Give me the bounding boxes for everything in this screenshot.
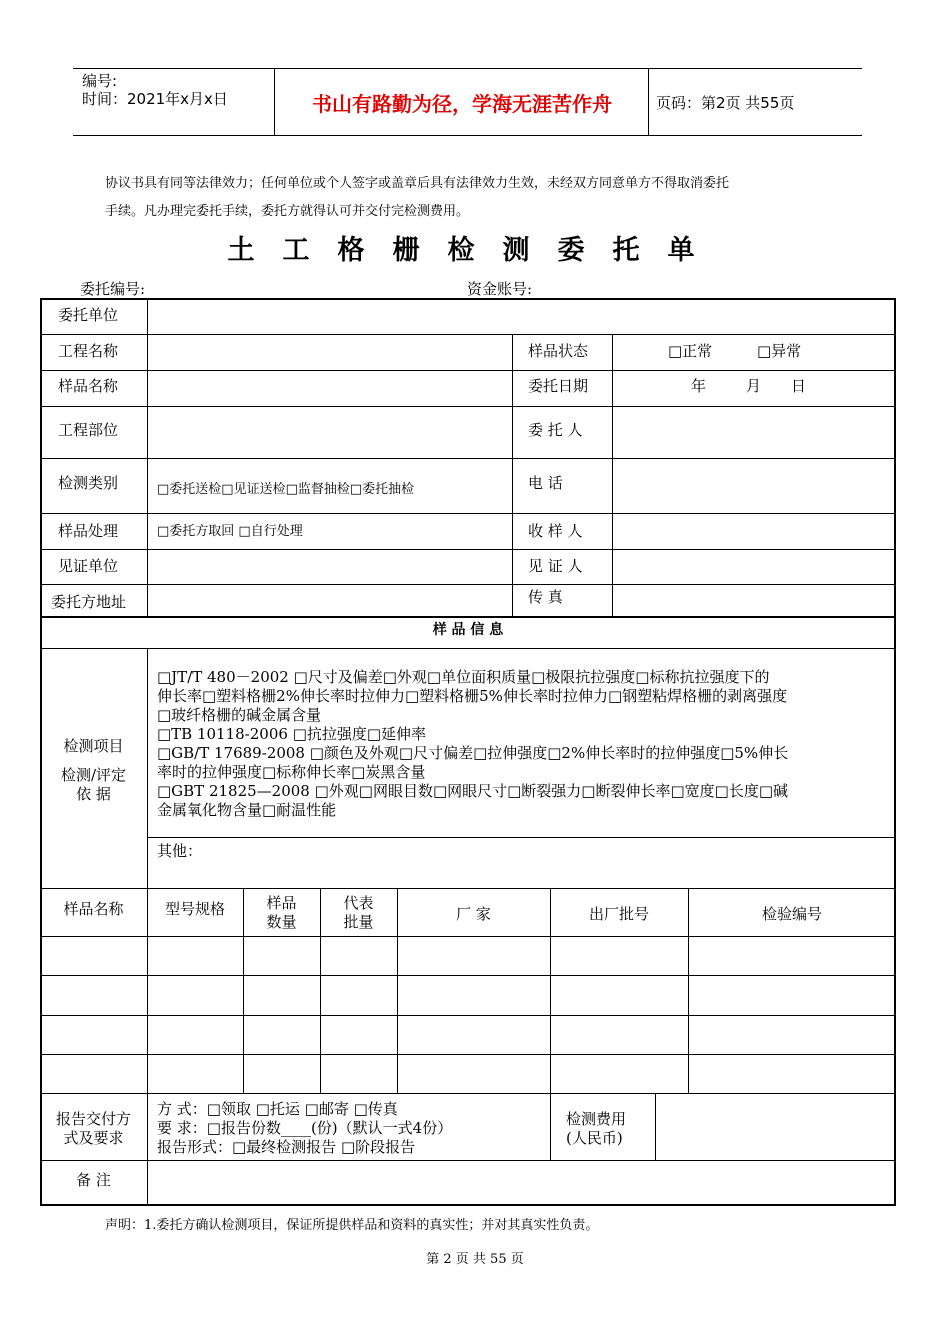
date-day-unit: 日 (791, 377, 807, 395)
col-batch-1: 代表 (343, 894, 374, 912)
header-bottom-rule (73, 135, 862, 136)
project-part-label: 工程部位 (58, 421, 119, 439)
col-rule (655, 1093, 656, 1160)
fax-label: 传 真 (528, 588, 563, 606)
header-page-code: 页码：第2页 共55页 (656, 94, 795, 112)
row-rule (40, 616, 896, 618)
test-items-label: 检测项目 (63, 737, 124, 755)
sample-name-label: 样品名称 (58, 377, 119, 395)
header-motto: 书山有路勤为径，学海无涯苦作舟 (312, 91, 612, 116)
report-form-line[interactable]: 报告形式：□最终检测报告 □阶段报告 (157, 1138, 416, 1156)
row-rule (40, 406, 896, 407)
assessment-basis-label: 检测/评定 (60, 766, 127, 784)
client-person-label: 委 托 人 (528, 421, 583, 439)
header-left (82, 72, 228, 108)
header-divider (274, 69, 275, 135)
col-sample-qty-2: 数量 (266, 913, 297, 931)
date-month-unit: 月 (746, 377, 762, 395)
test-category-options[interactable]: □委托送检□见证送检□监督抽检□委托抽检 (157, 482, 415, 497)
checklist-line: □GB/T 17689-2008 □颜色及外观□尺寸偏差□拉伸强度□2%伸长率时的拉伸强度□5%伸长 (157, 744, 789, 762)
report-label-1: 报告交付方 (55, 1110, 131, 1128)
test-category-label: 检测类别 (58, 474, 119, 492)
test-fee-label: 检测费用 (566, 1110, 627, 1128)
checklist-line: □JT/T 480－2002 □尺寸及偏差□外观□单位面积质量□极限抗拉强度□标称抗拉强度下的 (157, 668, 770, 686)
checklist-line: □GBT 21825—2008 □外观□网眼目数□网眼尺寸□断裂强力□断裂伸长率□宽度□长度□碱 (157, 782, 788, 800)
phone-label: 电 话 (528, 474, 563, 492)
header-divider (648, 69, 649, 135)
intro-line-2: 手续。凡办理完委托手续，委托方就得认可并交付完检测费用。 (105, 204, 470, 219)
row-rule (40, 584, 896, 585)
basis-label: 依 据 (76, 785, 111, 803)
intro-line-1: 协议书具有同等法律效力；任何单位或个人签字或盖章后具有法律效力生效，未经双方同意单方不得取消委托 (105, 176, 730, 191)
row-rule (40, 888, 896, 889)
test-fee-currency: (人民币) (566, 1129, 623, 1147)
col-lot-number: 出厂批号 (588, 905, 649, 923)
row-rule (40, 936, 896, 937)
other-items-label: 其他： (157, 842, 203, 860)
col-sample-name: 样品名称 (63, 900, 124, 918)
doc-time: 时间：2021年x月x日 (82, 90, 228, 108)
commission-number-label: 委托编号: (80, 280, 146, 298)
statement: 声明：1.委托方确认检测项目，保证所提供样品和资料的真实性；并对其真实性负责。 (105, 1218, 599, 1233)
col-sample-qty-1: 样品 (266, 894, 297, 912)
commission-date-label: 委托日期 (528, 377, 589, 395)
fund-account-label: 资金账号: (467, 280, 533, 298)
report-label-2: 式及要求 (63, 1129, 124, 1147)
col-model-spec: 型号规格 (164, 900, 225, 918)
state-normal-checkbox[interactable]: □正常 (668, 342, 713, 360)
witness-label: 见 证 人 (528, 557, 583, 575)
test-items-checklist[interactable] (157, 668, 892, 820)
col-rule (550, 888, 551, 1160)
witness-unit-label: 见证单位 (58, 557, 119, 575)
checklist-line: 率时的拉伸强度□标称伸长率□炭黑含量 (157, 763, 426, 781)
col-batch-2: 批量 (343, 913, 374, 931)
checklist-line: 伸长率□塑料格栅2%伸长率时拉伸力□塑料格栅5%伸长率时拉伸力□钢塑粘焊格栅的剥离强度 (157, 687, 788, 705)
row-rule (40, 334, 896, 335)
client-address-label: 委托方地址 (51, 593, 127, 611)
report-method-line[interactable]: 方 式：□领取 □托运 □邮寄 □传真 (157, 1100, 398, 1118)
sample-info-title: 样 品 信 息 (432, 622, 504, 638)
date-year-unit: 年 (691, 377, 707, 395)
checklist-line: 金属氧化物含量□耐温性能 (157, 801, 337, 819)
checklist-line: □玻纤格栅的碱金属含量 (157, 706, 322, 724)
client-unit-label: 委托单位 (58, 306, 119, 324)
col-manufacturer: 厂 家 (456, 905, 491, 923)
doc-number-label: 编号: (82, 72, 118, 90)
col-rule (512, 334, 513, 616)
sample-handling-label: 样品处理 (58, 522, 119, 540)
receiver-label: 收 样 人 (528, 522, 583, 540)
row-rule (40, 1054, 896, 1055)
row-rule (40, 975, 896, 976)
col-rule (147, 298, 148, 616)
row-rule (40, 370, 896, 371)
form-title: 土工格栅检测委托单 (227, 235, 723, 266)
row-rule (40, 1015, 896, 1016)
col-rule (147, 648, 148, 1206)
project-name-label: 工程名称 (58, 342, 119, 360)
sample-state-label: 样品状态 (528, 342, 589, 360)
row-rule (40, 1093, 896, 1094)
row-rule (40, 648, 896, 649)
col-inspection-code: 检验编号 (761, 905, 822, 923)
row-rule (40, 458, 896, 459)
state-abnormal-checkbox[interactable]: □异常 (757, 342, 802, 360)
remarks-label: 备 注 (76, 1171, 111, 1189)
row-rule (147, 837, 896, 838)
handling-options[interactable]: □委托方取回 □自行处理 (157, 524, 303, 539)
row-rule (40, 513, 896, 514)
col-rule (612, 334, 613, 616)
row-rule (40, 549, 896, 550)
checklist-line: □TB 10118-2006 □抗拉强度□延伸率 (157, 725, 427, 743)
report-requirement-line[interactable]: 要 求：□报告份数____(份)（默认一式4份） (157, 1119, 453, 1137)
row-rule (40, 1160, 896, 1161)
page-footer: 第 2 页 共 55 页 (426, 1252, 524, 1267)
